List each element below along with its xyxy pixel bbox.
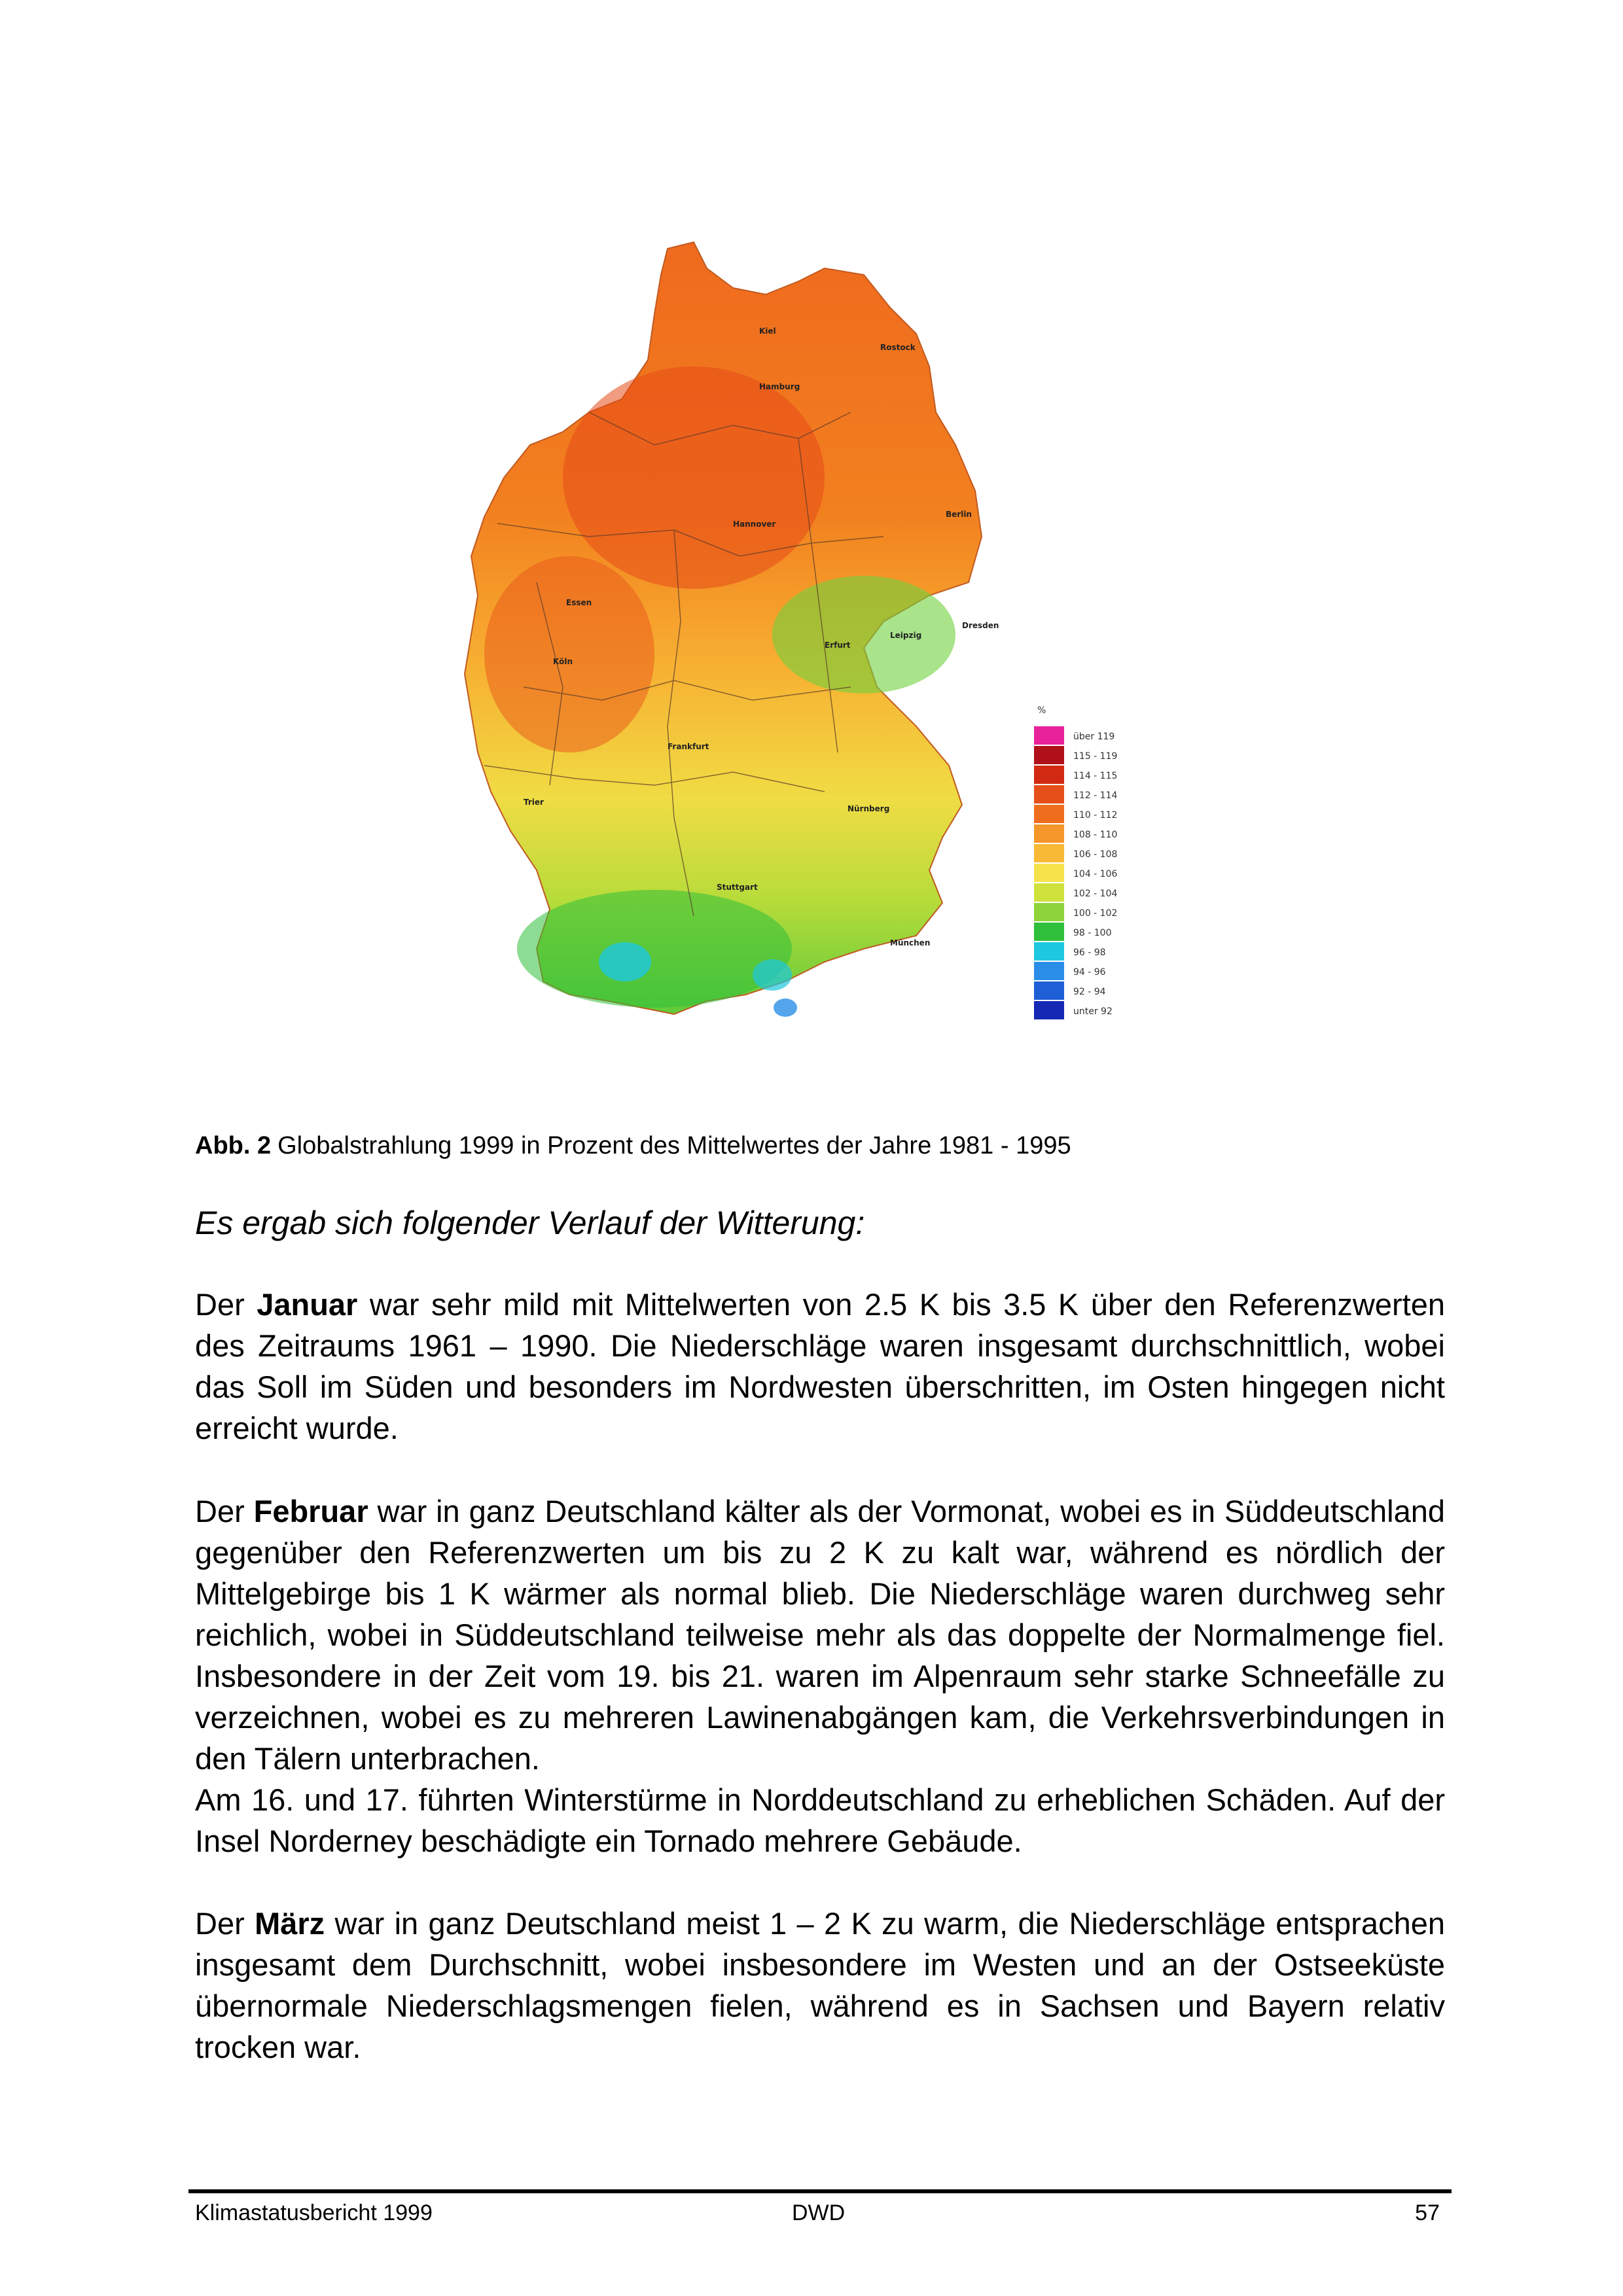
legend-label: 100 - 102 (1073, 908, 1118, 919)
legend-swatch (1034, 942, 1064, 961)
month-februar: Februar (253, 1494, 368, 1528)
city-label: Rostock (880, 343, 916, 352)
legend-label: 98 - 100 (1073, 928, 1112, 938)
city-label: Essen (566, 598, 592, 607)
city-label: Nürnberg (847, 804, 890, 813)
city-label: Trier (524, 798, 544, 807)
legend-label: über 119 (1073, 732, 1115, 742)
legend-label: 92 - 94 (1073, 987, 1106, 997)
legend-label: unter 92 (1073, 1006, 1113, 1017)
legend-swatch (1034, 766, 1064, 784)
city-label: Leipzig (890, 631, 922, 640)
legend-label: 104 - 106 (1073, 869, 1118, 879)
caption-label: Abb. 2 (195, 1132, 272, 1159)
page-number: 57 (1415, 2200, 1440, 2225)
city-label: Köln (553, 657, 573, 666)
paragraph-text: war sehr mild mit Mittelwerten von 2.5 K bis 3.5 K über den Referenzwerten des Zeitraums 1961 – 1990. Die Niederschläge waren insgesamt durchschnittlich, wobei das Soll im Süden und besonders im Nordwesten überschritten, im Osten hingegen nicht erreicht wurde. (195, 1287, 1445, 1445)
month-januar: Januar (257, 1287, 358, 1322)
month-maerz: März (255, 1906, 325, 1941)
city-label: Erfurt (825, 641, 851, 650)
legend-swatch (1034, 903, 1064, 921)
figure-caption (195, 1131, 1438, 1161)
city-label: Berlin (946, 510, 972, 519)
paragraph-prefix: Der (195, 1494, 254, 1528)
legend-swatch (1034, 746, 1064, 764)
city-label: Hannover (733, 520, 776, 529)
legend-label: 94 - 96 (1073, 967, 1106, 978)
footer-report-title: Klimastatusbericht 1999 (195, 2200, 433, 2225)
paragraph-februar (195, 1491, 1445, 1862)
legend-swatch (1034, 726, 1064, 745)
germany-map (458, 229, 1178, 1073)
legend-swatch (1034, 923, 1064, 941)
footer-divider (188, 2189, 1452, 2193)
paragraph-text: war in ganz Deutschland meist 1 – 2 K zu warm, die Niederschläge entsprachen insgesamt dem Durchschnitt, wobei insbesondere im Westen und an der Ostseeküste übernormale Niederschlagsmengen fielen, während es in Sachsen und Bayern relativ trocken war. (195, 1906, 1445, 2064)
paragraph-januar (195, 1284, 1445, 1449)
paragraph-prefix: Der (195, 1906, 255, 1941)
legend-swatch (1034, 805, 1064, 823)
legend-label: 114 - 115 (1073, 771, 1118, 781)
radiation-map-figure (458, 229, 1178, 1073)
legend-label: 102 - 104 (1073, 889, 1118, 899)
legend-unit: % (1037, 705, 1046, 716)
city-label: Kiel (759, 327, 776, 336)
legend-label: 106 - 108 (1073, 849, 1118, 860)
legend-swatch (1034, 981, 1064, 1000)
legend-label: 96 - 98 (1073, 947, 1106, 958)
legend-swatch (1034, 962, 1064, 980)
paragraph-prefix: Der (195, 1287, 257, 1322)
city-label: Dresden (962, 621, 999, 630)
legend-swatch (1034, 864, 1064, 882)
paragraph-text: war in ganz Deutschland kälter als der Vormonat, wobei es in Süddeutschland gegenüber den Referenzwerten um bis zu 2 K zu kalt war, während es nördlich der Mittelgebirge bis 1 K wärmer als normal blieb. Die Niederschläge waren durchweg sehr reichlich, wobei in Süddeutschland teilweise mehr als das doppelte der Normalmenge fiel. Insbesondere in der Zeit vom 19. bis 21. waren im Alpenraum sehr starke Schneefälle zu verzeichnen, wobei es zu mehreren Lawinenabgängen kam, die Verkehrsverbindungen in den Tälern unterbrachen. (195, 1494, 1446, 1776)
legend-label: 108 - 110 (1073, 830, 1118, 840)
legend-label: 110 - 112 (1073, 810, 1118, 821)
city-label: Frankfurt (668, 742, 709, 751)
legend-label: 115 - 119 (1073, 751, 1118, 762)
section-subheading: Es ergab sich folgender Verlauf der Witterung: (195, 1205, 865, 1241)
legend-swatch (1034, 1001, 1064, 1019)
legend-label: 112 - 114 (1073, 790, 1118, 801)
footer-organization: DWD (792, 2200, 846, 2225)
legend-swatch (1034, 785, 1064, 804)
legend-swatch (1034, 844, 1064, 862)
paragraph-maerz (195, 1903, 1445, 2068)
legend-swatch (1034, 883, 1064, 902)
caption-text: Globalstrahlung 1999 in Prozent des Mittelwertes der Jahre 1981 - 1995 (277, 1132, 1071, 1159)
legend-swatch (1034, 824, 1064, 843)
map-legend (1034, 705, 1117, 1019)
city-label: Hamburg (759, 382, 800, 391)
city-label: Stuttgart (717, 883, 758, 892)
city-label: München (890, 938, 931, 947)
paragraph-text-storm: Am 16. und 17. führten Winterstürme in Norddeutschland zu erheblichen Schäden. Auf der Insel Norderney beschädigte ein Tornado mehrere Gebäude. (195, 1782, 1445, 1858)
